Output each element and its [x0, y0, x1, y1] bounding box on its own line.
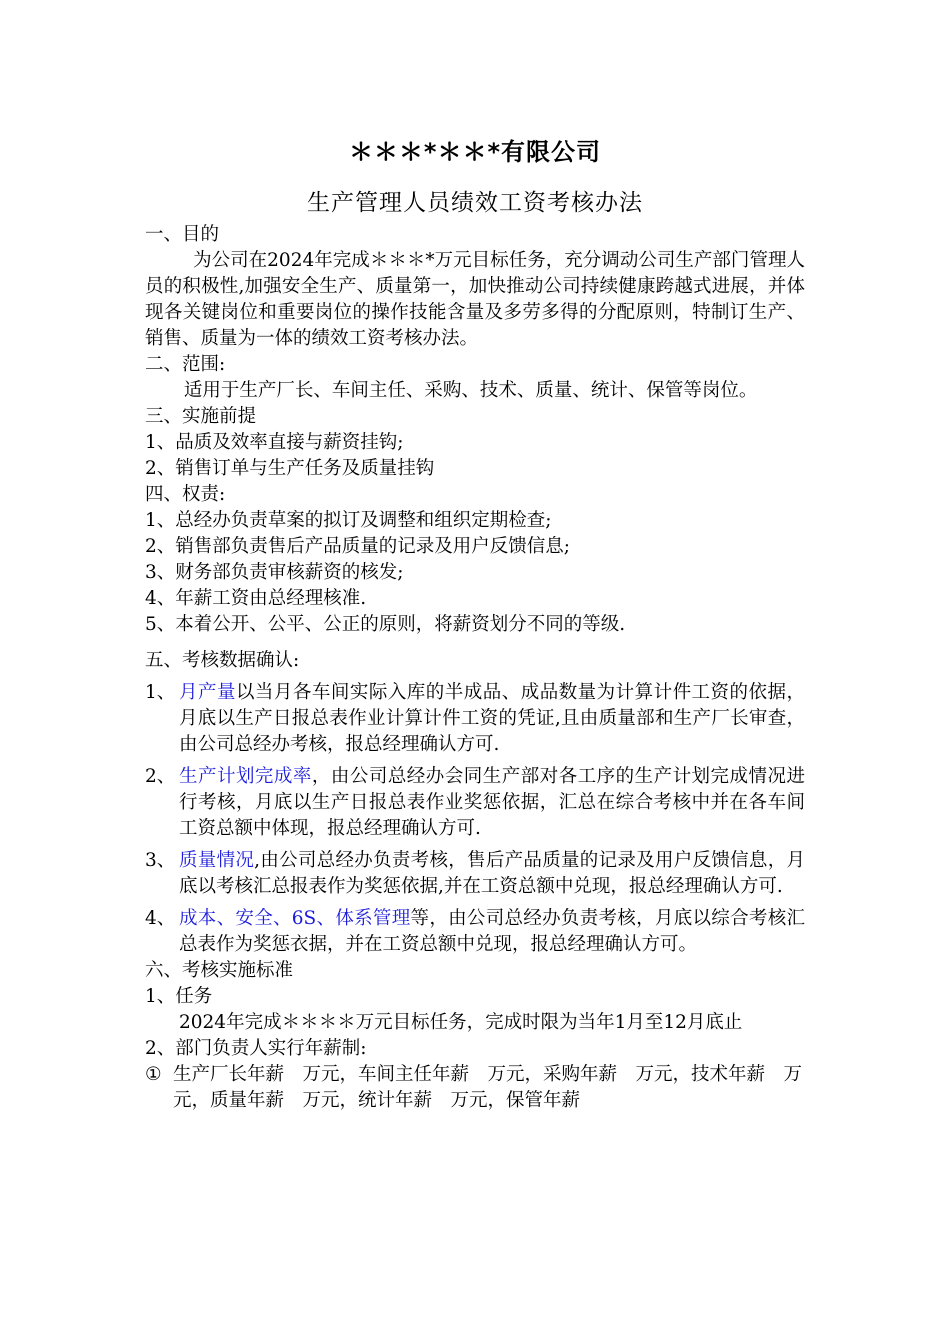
salary-label: 2、部门负责人实行年薪制: [145, 1038, 367, 1059]
item-text: ,由公司总经办负责考核，售后产品质量的记录及用户反馈信息，月底以考核汇总报表作为奖惩依据,并在工资总额中兑现，报总经理确认方可. [179, 850, 805, 897]
responsibility-item: 5、本着公开、公平、公正的原则，将薪资划分不同的等级. [145, 614, 626, 635]
confirmation-item [145, 680, 805, 758]
purpose-paragraph: 为公司在2024年完成＊＊＊*万元目标任务，充分调动公司生产部门管理人员的积极性,加强安全生产、质量第一，加快推动公司持续健康跨越式进展，并体现各关键岗位和重要岗位的操作技能含量及多劳多得的分配原则，特制订生产、销售、质量为一体的绩效工资考核办法。 [145, 250, 805, 349]
circled-number: ① [145, 1064, 162, 1085]
salary-text: 生产厂长年薪 万元，车间主任年薪 万元，采购年薪 万元，技术年薪 万元，质量年薪 万元，统计年薪 万元，保管年薪 [173, 1064, 803, 1111]
premise-item: 1、品质及效率直接与薪资挂钩; [145, 432, 404, 453]
responsibility-item: 1、总经办负责草案的拟订及调整和组织定期检查; [145, 510, 552, 531]
item-keyword: 月产量 [179, 682, 236, 703]
item-keyword: 质量情况 [179, 850, 255, 871]
section-heading-responsibilities: 四、权责: [145, 484, 226, 505]
item-number: 3、 [145, 850, 176, 871]
item-text: 等，由公司总经办负责考核，月底以综合考核汇总表作为奖惩衣据，并在工资总额中兑现，报总经理确认方可。 [179, 908, 805, 955]
item-keyword: 成本、安全、6S、体系管理 [179, 908, 411, 929]
salary-item [145, 1062, 805, 1114]
premise-item: 2、销售订单与生产任务及质量挂钩 [145, 458, 435, 479]
item-text: ，由公司总经办会同生产部对各工序的生产计划完成情况进行考核，月底以生产日报总表作业奖惩依据，汇总在综合考核中并在各车间工资总额中体现，报总经理确认方可. [179, 766, 805, 839]
responsibility-item: 2、销售部负责售后产品质量的记录及用户反馈信息; [145, 536, 571, 557]
section-heading-purpose: 一、目的 [145, 224, 220, 245]
item-number: 1、 [145, 682, 176, 703]
item-text: 以当月各车间实际入库的半成品、成品数量为计算计件工资的依据，月底以生产日报总表作业计算计件工资的凭证,且由质量部和生产厂长审查，由公司总经办考核，报总经理确认方可. [179, 682, 805, 755]
confirmation-item [145, 906, 805, 958]
document-title: 生产管理人员绩效工资考核办法 [307, 190, 643, 216]
item-keyword: 生产计划完成率 [179, 766, 312, 787]
company-name: ＊＊＊*＊＊*有限公司 [348, 138, 602, 166]
item-number: 2、 [145, 766, 176, 787]
task-text: 2024年完成＊＊＊＊万元目标任务，完成时限为当年1月至12月底止 [179, 1012, 743, 1033]
task-label: 1、任务 [145, 986, 213, 1007]
scope-paragraph: 适用于生产厂长、车间主任、采购、技术、质量、统计、保管等岗位。 [183, 380, 758, 401]
responsibility-item: 3、财务部负责审核薪资的核发; [145, 562, 404, 583]
section-heading-data-confirmation: 五、考核数据确认: [145, 650, 300, 671]
section-heading-scope: 二、范围: [145, 354, 226, 375]
responsibility-item: 4、年薪工资由总经理核准. [145, 588, 367, 609]
section-heading-standards: 六、考核实施标准 [145, 960, 294, 981]
item-number: 4、 [145, 908, 176, 929]
confirmation-item [145, 848, 805, 900]
document-body [145, 222, 805, 1114]
confirmation-item [145, 764, 805, 842]
section-heading-premise: 三、实施前提 [145, 406, 257, 427]
